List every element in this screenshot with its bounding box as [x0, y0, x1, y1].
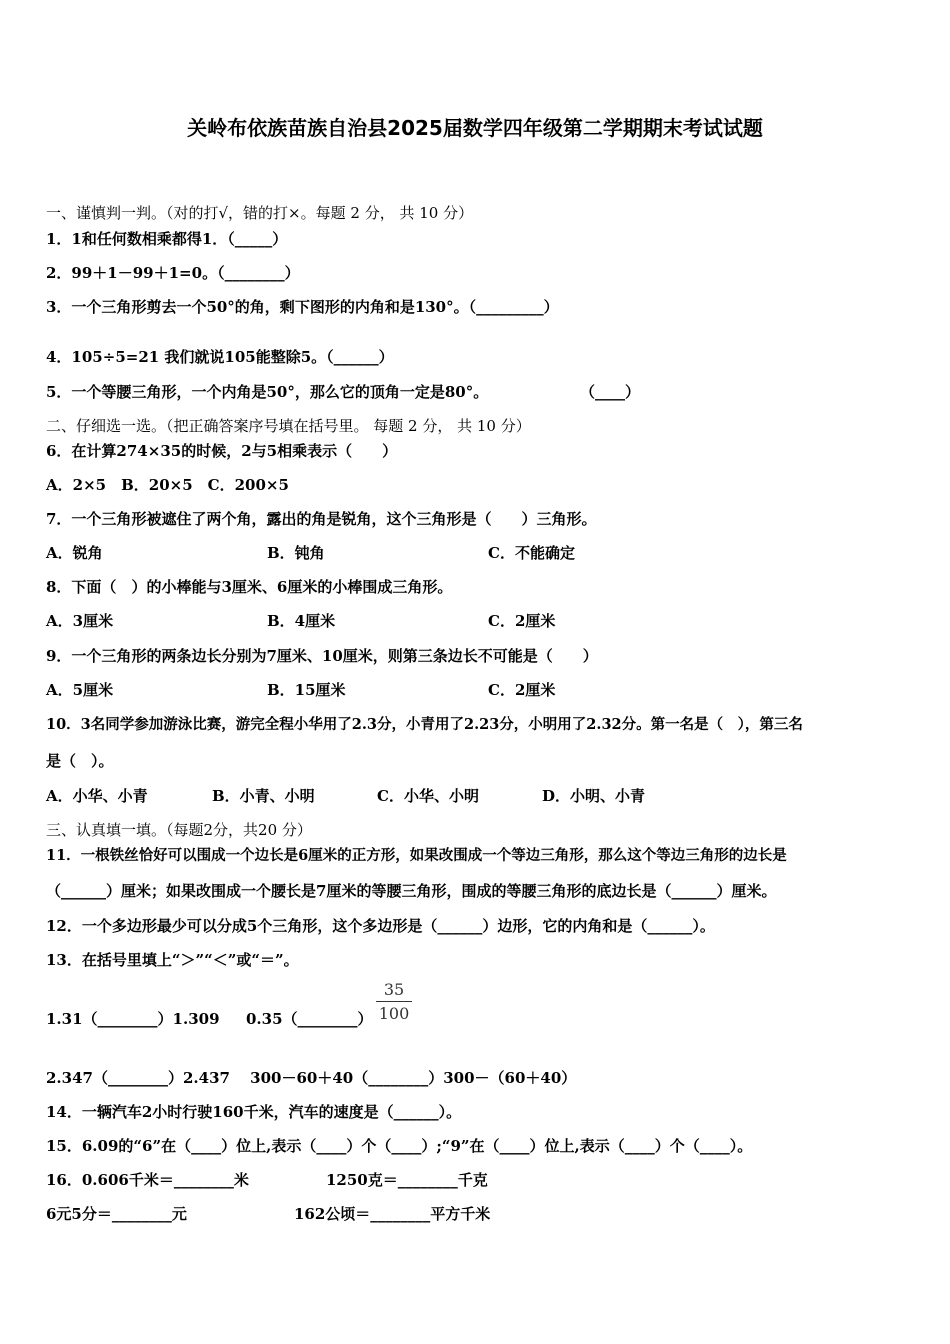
- question-10-option-c: C．小华、小明: [377, 787, 479, 805]
- question-13: 13．在括号里填上“＞”“＜”或“＝”。: [46, 951, 299, 969]
- question-13-compare-1: 1.31（________）1.309: [46, 1010, 220, 1028]
- question-15: 15．6.09的“6”在（____）位上,表示（____）个（____）;“9”在（____）位上,表示（____）个（____）。: [46, 1137, 753, 1155]
- question-7-option-b: B．钝角: [267, 544, 325, 562]
- question-12: 12．一个多边形最少可以分成5个三角形，这个多边形是（______）边形，它的内角和是（______）。: [46, 917, 715, 935]
- question-8-option-b: B．4厘米: [267, 612, 336, 630]
- question-16-part-b: 1250克＝________千克: [326, 1171, 488, 1189]
- fraction: [376, 980, 412, 1023]
- page-title: 关岭布依族苗族自治县2025届数学四年级第二学期期末考试试题: [187, 116, 763, 140]
- question-5-blank: （____）: [580, 383, 641, 401]
- question-10-option-a: A．小华、小青: [46, 787, 148, 805]
- section-1-heading: 一、谨慎判一判。（对的打√，错的打×。每题 2 分， 共 10 分）: [46, 204, 474, 222]
- question-9: 9．一个三角形的两条边长分别为7厘米、10厘米，则第三条边长不可能是（ ）: [46, 647, 598, 665]
- fraction-numerator: 35: [376, 980, 412, 1002]
- question-16-part-a: 16．0.606千米＝________米: [46, 1171, 249, 1189]
- question-2: 2．99＋1－99＋1=0。（________）: [46, 264, 300, 282]
- question-16-part-d: 162公顷＝________平方千米: [294, 1205, 491, 1223]
- section-2-heading: 二、仔细选一选。（把正确答案序号填在括号里。 每题 2 分， 共 10 分）: [46, 417, 531, 435]
- question-6: 6．在计算274×35的时候，2与5相乘表示（ ）: [46, 442, 398, 460]
- question-10-option-d: D．小明、小青: [542, 787, 646, 805]
- question-9-option-a: A．5厘米: [46, 681, 114, 699]
- question-9-option-b: B．15厘米: [267, 681, 346, 699]
- question-9-option-c: C．2厘米: [488, 681, 556, 699]
- question-10-line-2: 是（ ）。: [46, 752, 114, 770]
- question-10-option-b: B．小青、小明: [212, 787, 315, 805]
- question-7-option-c: C．不能确定: [488, 544, 575, 562]
- question-6-options: A．2×5 B．20×5 C．200×5: [46, 476, 289, 494]
- question-7-option-a: A．锐角: [46, 544, 103, 562]
- question-5: 5．一个等腰三角形，一个内角是50°，那么它的顶角一定是80°。: [46, 383, 489, 401]
- question-10-line-1: 10．3名同学参加游泳比赛，游完全程小华用了2.3分，小青用了2.23分，小明用了2.32分。第一名是（ ），第三名: [46, 716, 803, 733]
- question-8-option-c: C．2厘米: [488, 612, 556, 630]
- question-11-line-2: （______）厘米；如果改围成一个腰长是7厘米的等腰三角形，围成的等腰三角形的底边长是（______）厘米。: [46, 882, 777, 900]
- question-7: 7．一个三角形被遮住了两个角，露出的角是锐角，这个三角形是（ ）三角形。: [46, 510, 597, 528]
- question-8: 8．下面（ ）的小棒能与3厘米、6厘米的小棒围成三角形。: [46, 578, 453, 596]
- question-13-compare-row-2: 2.347（________）2.437 300－60＋40（________）300－（60＋40）: [46, 1069, 577, 1087]
- question-14: 14．一辆汽车2小时行驶160千米，汽车的速度是（______）。: [46, 1103, 462, 1121]
- fraction-denominator: 100: [378, 1004, 410, 1023]
- question-13-compare-2: 0.35（________）: [246, 1010, 373, 1028]
- question-4: 4．105÷5=21 我们就说105能整除5。（______）: [46, 348, 394, 366]
- question-3: 3．一个三角形剪去一个50°的角，剩下图形的内角和是130°。（_________）: [46, 298, 559, 316]
- question-11-line-1: 11．一根铁丝恰好可以围成一个边长是6厘米的正方形，如果改围成一个等边三角形，那么这个等边三角形的边长是: [46, 847, 787, 864]
- question-16-part-c: 6元5分＝________元: [46, 1205, 187, 1223]
- question-8-option-a: A．3厘米: [46, 612, 114, 630]
- question-1: 1．1和任何数相乘都得1．（_____）: [46, 230, 288, 248]
- section-3-heading: 三、认真填一填。（每题2分，共20 分）: [46, 821, 312, 839]
